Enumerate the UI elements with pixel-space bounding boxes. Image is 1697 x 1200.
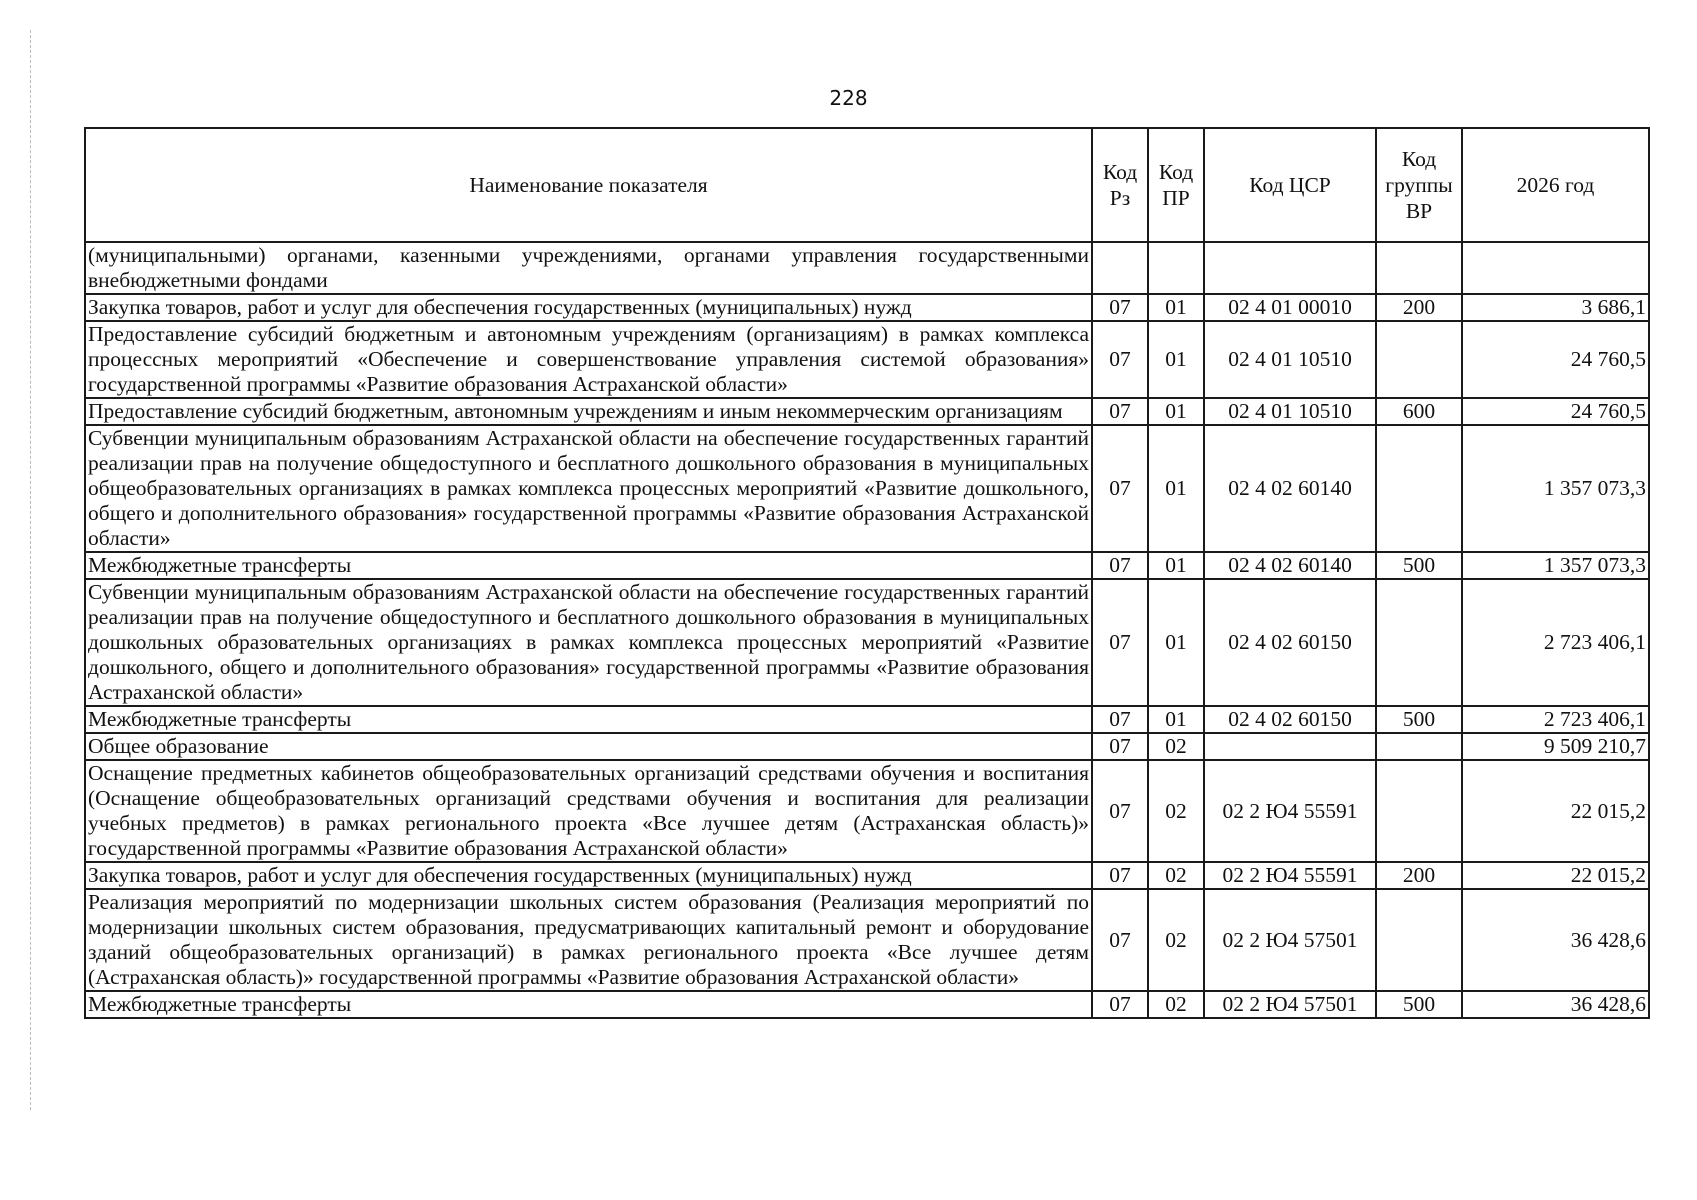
cell-code-vr: 600 (1376, 398, 1462, 425)
column-header-csr: Код ЦСР (1204, 128, 1376, 242)
table-row (85, 321, 1649, 398)
cell-code-vr: 500 (1376, 706, 1462, 733)
column-header-name: Наименование показателя (85, 128, 1092, 242)
cell-code-vr (1376, 425, 1462, 552)
cell-code-csr: 02 4 01 10510 (1204, 398, 1376, 425)
cell-amount: 1 357 073,3 (1462, 425, 1649, 552)
cell-code-csr: 02 2 Ю4 57501 (1204, 889, 1376, 991)
cell-code-csr: 02 4 02 60140 (1204, 425, 1376, 552)
cell-code-vr: 200 (1376, 862, 1462, 889)
cell-code-vr (1376, 579, 1462, 706)
cell-code-csr: 02 4 01 00010 (1204, 294, 1376, 321)
table-row (85, 991, 1649, 1018)
cell-name: Субвенции муниципальным образованиям Астраханской области на обеспечение государственных гарантий реализации прав на получение общедоступного и бесплатного дошкольного образования в муниципальных общеобразовательных организациях в рамках комплекса процессных мероприятий «Развитие дошкольного, общего и дополнительного образования» государственной программы «Развитие образования Астраханской области» (85, 425, 1092, 552)
cell-name: Оснащение предметных кабинетов общеобразовательных организаций средствами обучения и воспитания (Оснащение общеобразовательных организаций средствами обучения и воспитания для реализации учебных предметов) в рамках регионального проекта «Все лучшее детям (Астраханская область)» государственной программы «Развитие образования Астраханской области» (85, 760, 1092, 862)
cell-code-vr (1376, 242, 1462, 294)
cell-code-rz: 07 (1092, 991, 1148, 1018)
column-header-pr: Код ПР (1148, 128, 1204, 242)
cell-amount: 22 015,2 (1462, 862, 1649, 889)
cell-code-rz: 07 (1092, 552, 1148, 579)
cell-amount: 36 428,6 (1462, 889, 1649, 991)
cell-code-rz: 07 (1092, 862, 1148, 889)
cell-code-pr: 01 (1148, 552, 1204, 579)
cell-code-pr: 01 (1148, 706, 1204, 733)
table-row (85, 733, 1649, 760)
cell-amount (1462, 242, 1649, 294)
table-row (85, 242, 1649, 294)
cell-amount: 2 723 406,1 (1462, 706, 1649, 733)
cell-name: Субвенции муниципальным образованиям Астраханской области на обеспечение государственных гарантий реализации прав на получение общедоступного и бесплатного дошкольного образования в муниципальных дошкольных образовательных организациях в рамках комплекса процессных мероприятий «Развитие дошкольного, общего и дополнительного образования» государственной программы «Развитие образования Астраханской области» (85, 579, 1092, 706)
cell-code-vr: 500 (1376, 991, 1462, 1018)
cell-name: (муниципальными) органами, казенными учреждениями, органами управления государственными внебюджетными фондами (85, 242, 1092, 294)
column-header-rz: Код Рз (1092, 128, 1148, 242)
cell-code-pr: 01 (1148, 425, 1204, 552)
cell-code-vr (1376, 321, 1462, 398)
cell-amount: 9 509 210,7 (1462, 733, 1649, 760)
cell-code-csr: 02 4 02 60150 (1204, 579, 1376, 706)
cell-code-pr: 02 (1148, 862, 1204, 889)
cell-code-rz: 07 (1092, 425, 1148, 552)
cell-code-pr: 02 (1148, 991, 1204, 1018)
cell-code-pr: 02 (1148, 760, 1204, 862)
cell-amount: 36 428,6 (1462, 991, 1649, 1018)
table-row (85, 294, 1649, 321)
cell-code-csr: 02 4 02 60140 (1204, 552, 1376, 579)
cell-amount: 22 015,2 (1462, 760, 1649, 862)
cell-code-pr: 01 (1148, 398, 1204, 425)
cell-amount: 2 723 406,1 (1462, 579, 1649, 706)
cell-name: Межбюджетные трансферты (85, 991, 1092, 1018)
table-row (85, 398, 1649, 425)
cell-code-pr: 01 (1148, 579, 1204, 706)
cell-code-vr (1376, 760, 1462, 862)
cell-code-vr (1376, 889, 1462, 991)
table-row (85, 579, 1649, 706)
cell-code-csr: 02 2 Ю4 55591 (1204, 760, 1376, 862)
cell-code-rz: 07 (1092, 760, 1148, 862)
cell-amount: 1 357 073,3 (1462, 552, 1649, 579)
cell-code-vr (1376, 733, 1462, 760)
cell-code-rz: 07 (1092, 321, 1148, 398)
cell-code-rz: 07 (1092, 889, 1148, 991)
cell-name: Реализация мероприятий по модернизации школьных систем образования (Реализация мероприятий по модернизации школьных систем образования, предусматривающих капитальный ремонт и оборудование зданий общеобразовательных организаций) в рамках регионального проекта «Все лучшее детям (Астраханская область)» государственной программы «Развитие образования Астраханской области» (85, 889, 1092, 991)
cell-code-rz: 07 (1092, 294, 1148, 321)
table-row (85, 760, 1649, 862)
cell-code-rz: 07 (1092, 579, 1148, 706)
cell-code-pr: 01 (1148, 294, 1204, 321)
cell-name: Межбюджетные трансферты (85, 552, 1092, 579)
cell-amount: 3 686,1 (1462, 294, 1649, 321)
table-header-row (85, 128, 1649, 242)
cell-code-pr: 02 (1148, 889, 1204, 991)
binding-margin-line (30, 30, 31, 1110)
cell-code-pr: 02 (1148, 733, 1204, 760)
cell-name: Закупка товаров, работ и услуг для обеспечения государственных (муниципальных) нужд (85, 862, 1092, 889)
cell-code-pr (1148, 242, 1204, 294)
cell-name: Общее образование (85, 733, 1092, 760)
cell-name: Межбюджетные трансферты (85, 706, 1092, 733)
cell-code-vr: 200 (1376, 294, 1462, 321)
cell-code-csr: 02 2 Ю4 57501 (1204, 991, 1376, 1018)
cell-code-vr: 500 (1376, 552, 1462, 579)
table-row (85, 552, 1649, 579)
cell-code-rz (1092, 242, 1148, 294)
cell-code-csr (1204, 242, 1376, 294)
table-body (85, 242, 1649, 1018)
cell-code-rz: 07 (1092, 733, 1148, 760)
cell-code-csr: 02 4 01 10510 (1204, 321, 1376, 398)
cell-name: Закупка товаров, работ и услуг для обеспечения государственных (муниципальных) нужд (85, 294, 1092, 321)
cell-code-rz: 07 (1092, 398, 1148, 425)
cell-code-csr (1204, 733, 1376, 760)
cell-amount: 24 760,5 (1462, 398, 1649, 425)
page-number: 228 (829, 86, 868, 110)
table-row (85, 862, 1649, 889)
column-header-vr: Код группы ВР (1376, 128, 1462, 242)
cell-amount: 24 760,5 (1462, 321, 1649, 398)
table-row (85, 889, 1649, 991)
cell-code-rz: 07 (1092, 706, 1148, 733)
cell-code-pr: 01 (1148, 321, 1204, 398)
table-row (85, 706, 1649, 733)
cell-code-csr: 02 4 02 60150 (1204, 706, 1376, 733)
cell-name: Предоставление субсидий бюджетным, автономным учреждениям и иным некоммерческим организациям (85, 398, 1092, 425)
table-row (85, 425, 1649, 552)
cell-name: Предоставление субсидий бюджетным и автономным учреждениям (организациям) в рамках комплекса процессных мероприятий «Обеспечение и совершенствование управления системой образования» государственной программы «Развитие образования Астраханской области» (85, 321, 1092, 398)
cell-code-csr: 02 2 Ю4 55591 (1204, 862, 1376, 889)
budget-table (84, 127, 1650, 1019)
column-header-year: 2026 год (1462, 128, 1649, 242)
